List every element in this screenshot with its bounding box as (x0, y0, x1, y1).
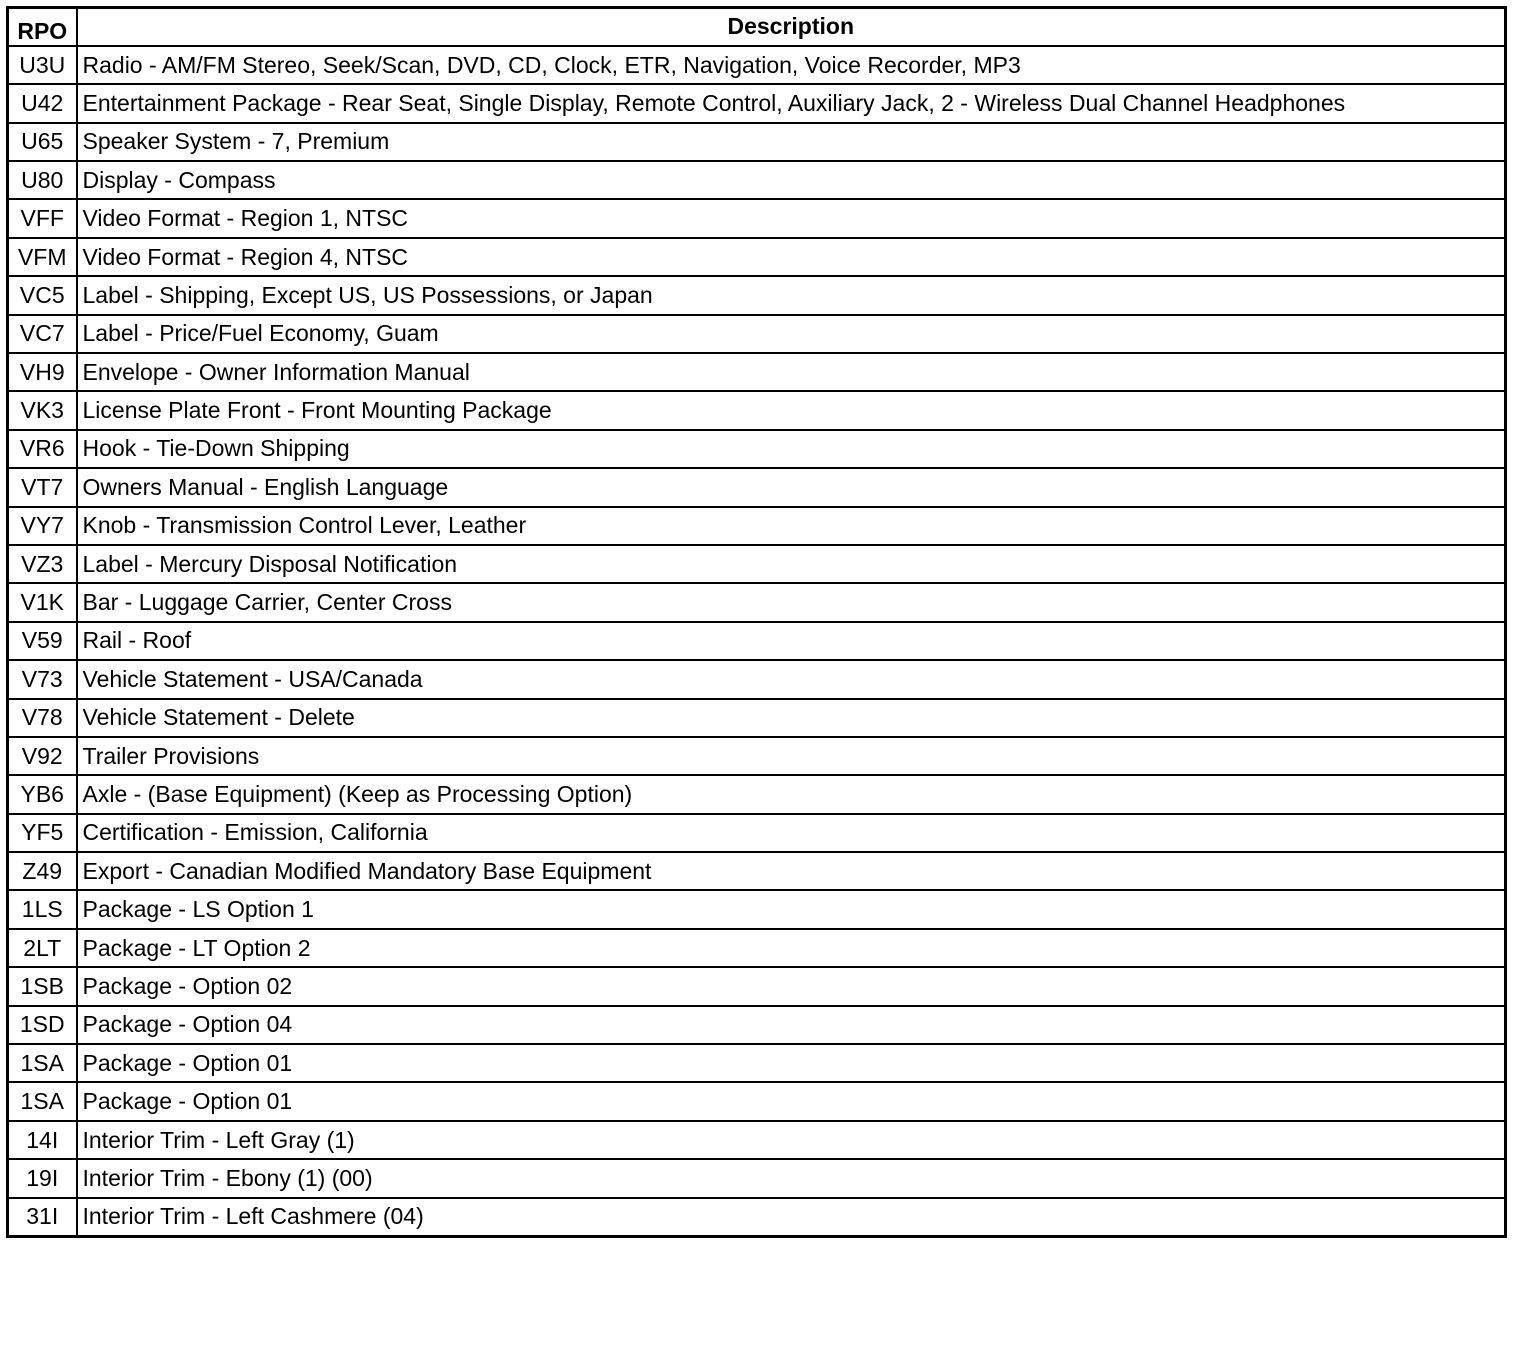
table-row (8, 967, 1506, 1005)
description-cell: Label - Price/Fuel Economy, Guam (77, 315, 1506, 353)
rpo-code-cell: VC5 (8, 276, 77, 314)
rpo-code-cell: U3U (8, 46, 77, 84)
table-row (8, 199, 1506, 237)
rpo-code-cell: V1K (8, 583, 77, 621)
table-row (8, 276, 1506, 314)
rpo-code-cell: 2LT (8, 929, 77, 967)
description-cell: Package - Option 02 (77, 967, 1506, 1005)
description-cell: License Plate Front - Front Mounting Package (77, 391, 1506, 429)
description-cell: Label - Shipping, Except US, US Possessions, or Japan (77, 276, 1506, 314)
rpo-code-cell: VK3 (8, 391, 77, 429)
description-cell: Package - LS Option 1 (77, 890, 1506, 928)
table-row (8, 545, 1506, 583)
description-cell: Package - Option 01 (77, 1044, 1506, 1082)
description-cell: Package - Option 04 (77, 1006, 1506, 1044)
table-row (8, 699, 1506, 737)
table-row (8, 46, 1506, 84)
description-cell: Vehicle Statement - USA/Canada (77, 660, 1506, 698)
description-cell: Label - Mercury Disposal Notification (77, 545, 1506, 583)
description-cell: Package - Option 01 (77, 1082, 1506, 1120)
rpo-code-cell: 1SB (8, 967, 77, 1005)
description-cell: Certification - Emission, California (77, 814, 1506, 852)
table-row (8, 660, 1506, 698)
rpo-code-cell: 1LS (8, 890, 77, 928)
description-cell: Envelope - Owner Information Manual (77, 353, 1506, 391)
description-cell: Rail - Roof (77, 622, 1506, 660)
rpo-code-cell: 31I (8, 1198, 77, 1236)
table-row (8, 814, 1506, 852)
rpo-code-cell: VH9 (8, 353, 77, 391)
table-row (8, 890, 1506, 928)
description-cell: Interior Trim - Left Gray (1) (77, 1121, 1506, 1159)
table-row (8, 430, 1506, 468)
table-row (8, 583, 1506, 621)
description-cell: Bar - Luggage Carrier, Center Cross (77, 583, 1506, 621)
description-cell: Vehicle Statement - Delete (77, 699, 1506, 737)
rpo-code-cell: VZ3 (8, 545, 77, 583)
table-row (8, 238, 1506, 276)
rpo-code-cell: VT7 (8, 468, 77, 506)
rpo-code-cell: 1SD (8, 1006, 77, 1044)
table-row (8, 468, 1506, 506)
table-row (8, 929, 1506, 967)
table-row (8, 84, 1506, 122)
header-description: Description (77, 8, 1506, 46)
description-cell: Radio - AM/FM Stereo, Seek/Scan, DVD, CD, Clock, ETR, Navigation, Voice Recorder, MP3 (77, 46, 1506, 84)
rpo-table (6, 6, 1507, 1238)
rpo-code-cell: U65 (8, 123, 77, 161)
description-cell: Video Format - Region 4, NTSC (77, 238, 1506, 276)
table-header-row (8, 8, 1506, 46)
table-row (8, 123, 1506, 161)
rpo-code-cell: V92 (8, 737, 77, 775)
description-cell: Owners Manual - English Language (77, 468, 1506, 506)
description-cell: Axle - (Base Equipment) (Keep as Processing Option) (77, 775, 1506, 813)
rpo-code-cell: VY7 (8, 507, 77, 545)
description-cell: Hook - Tie-Down Shipping (77, 430, 1506, 468)
description-cell: Trailer Provisions (77, 737, 1506, 775)
rpo-code-cell: VC7 (8, 315, 77, 353)
description-cell: Display - Compass (77, 161, 1506, 199)
table-row (8, 1121, 1506, 1159)
description-cell: Knob - Transmission Control Lever, Leather (77, 507, 1506, 545)
rpo-code-cell: YB6 (8, 775, 77, 813)
table-row (8, 852, 1506, 890)
description-cell: Interior Trim - Ebony (1) (00) (77, 1159, 1506, 1197)
rpo-code-cell: U42 (8, 84, 77, 122)
header-rpo: RPO (8, 8, 77, 46)
table-row (8, 507, 1506, 545)
table-row (8, 1159, 1506, 1197)
table-row (8, 622, 1506, 660)
table-row (8, 775, 1506, 813)
description-cell: Video Format - Region 1, NTSC (77, 199, 1506, 237)
rpo-code-cell: YF5 (8, 814, 77, 852)
rpo-code-cell: VFF (8, 199, 77, 237)
rpo-code-cell: 1SA (8, 1082, 77, 1120)
table-row (8, 353, 1506, 391)
table-row (8, 315, 1506, 353)
rpo-code-cell: 1SA (8, 1044, 77, 1082)
rpo-code-cell: V59 (8, 622, 77, 660)
table-row (8, 1082, 1506, 1120)
description-cell: Interior Trim - Left Cashmere (04) (77, 1198, 1506, 1236)
rpo-code-cell: VFM (8, 238, 77, 276)
rpo-code-cell: Z49 (8, 852, 77, 890)
table-row (8, 1198, 1506, 1236)
description-cell: Entertainment Package - Rear Seat, Single Display, Remote Control, Auxiliary Jack, 2 - Wireless Dual Channel Headphones (77, 84, 1506, 122)
table-row (8, 391, 1506, 429)
rpo-code-cell: V73 (8, 660, 77, 698)
rpo-code-cell: VR6 (8, 430, 77, 468)
rpo-code-cell: U80 (8, 161, 77, 199)
description-cell: Package - LT Option 2 (77, 929, 1506, 967)
description-cell: Speaker System - 7, Premium (77, 123, 1506, 161)
table-row (8, 161, 1506, 199)
rpo-code-cell: 14I (8, 1121, 77, 1159)
table-row (8, 737, 1506, 775)
table-row (8, 1006, 1506, 1044)
rpo-code-cell: 19I (8, 1159, 77, 1197)
table-body (8, 46, 1506, 1236)
table-row (8, 1044, 1506, 1082)
description-cell: Export - Canadian Modified Mandatory Base Equipment (77, 852, 1506, 890)
rpo-code-cell: V78 (8, 699, 77, 737)
